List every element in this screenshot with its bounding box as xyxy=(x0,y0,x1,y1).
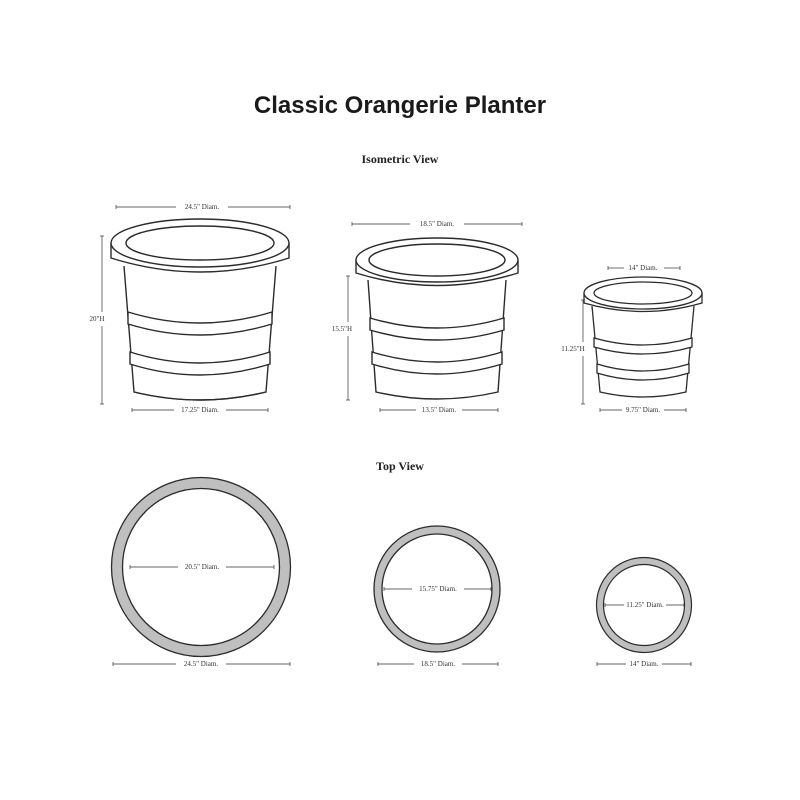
medium-outer-diameter-label: 18.5" Diam. xyxy=(420,660,456,668)
medium-bottom-diameter-label: 13.5" Diam. xyxy=(421,406,457,414)
small-planter-isometric xyxy=(584,277,702,397)
large-bottom-diameter-label: 17.25" Diam. xyxy=(181,406,219,414)
small-planter-top-view xyxy=(597,558,692,665)
large-outer-diameter-label: 24.5" Diam. xyxy=(183,660,219,668)
large-inner-diameter-label: 20.5" Diam. xyxy=(184,563,220,571)
small-height-label: 11.25"H xyxy=(561,345,585,353)
small-bottom-diameter-label: 9.75" Diam. xyxy=(625,406,661,414)
medium-planter-isometric xyxy=(356,238,518,399)
large-height-label: 20"H xyxy=(89,315,105,323)
page-title: Classic Orangerie Planter xyxy=(253,92,547,119)
medium-top-diameter-label: 18.5" Diam. xyxy=(419,220,455,228)
medium-inner-diameter-label: 15.75" Diam. xyxy=(419,585,457,593)
small-top-diameter-label: 14" Diam. xyxy=(628,264,658,272)
large-planter-isometric xyxy=(111,219,289,400)
top-view-heading: Top View xyxy=(376,459,424,473)
large-top-diameter-label: 24.5" Diam. xyxy=(184,203,220,211)
medium-height-label: 15.5"H xyxy=(331,325,353,333)
isometric-view-heading: Isometric View xyxy=(361,152,439,166)
small-inner-diameter-label: 11.25" Diam. xyxy=(626,601,664,609)
medium-planter-top-view xyxy=(374,526,500,664)
small-outer-diameter-label: 14" Diam. xyxy=(629,660,659,668)
